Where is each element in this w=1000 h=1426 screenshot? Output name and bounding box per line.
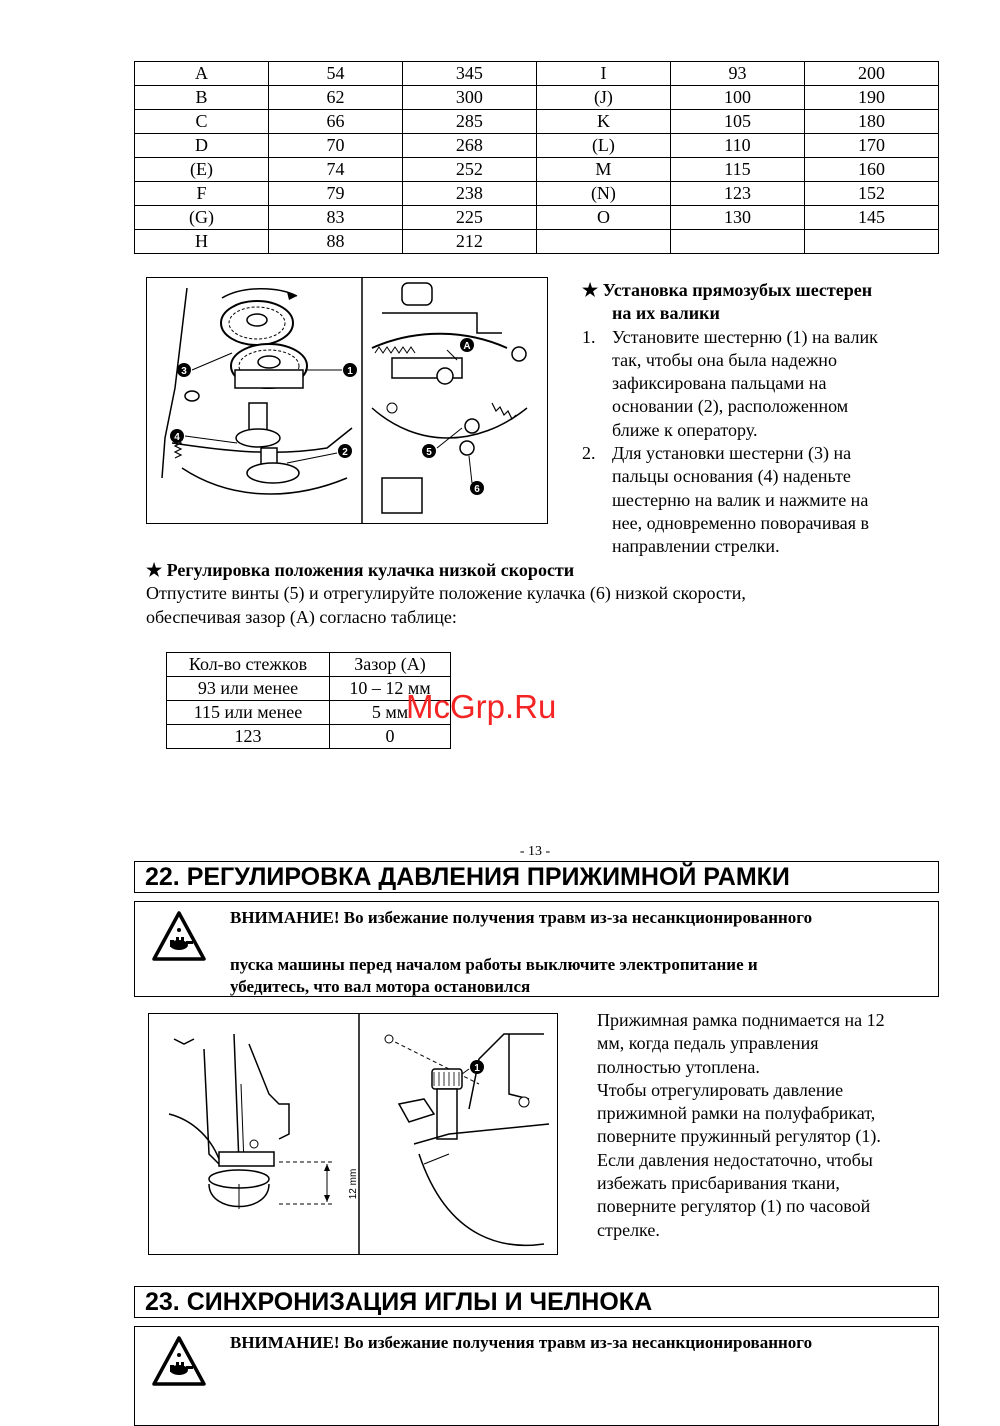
figure2-label-5: 5 [426, 447, 432, 458]
speed-table-cell: 200 [804, 62, 938, 86]
gap-table-cell: 115 или менее [167, 701, 330, 725]
section22-text-line: Чтобы отрегулировать давление [597, 1079, 844, 1100]
figure3-label-1: 1 [474, 1063, 480, 1074]
speed-table-row [135, 206, 939, 230]
gear-steps-list [582, 326, 942, 559]
speed-table-cell: 83 [269, 206, 403, 230]
gap-table-cell: 123 [167, 725, 330, 749]
speed-table-cell: (N) [536, 182, 670, 206]
speed-table-cell: 160 [804, 158, 938, 182]
speed-table [134, 61, 939, 254]
section22-warning-line1: ВНИМАНИЕ! Во избежание получения травм из-за несанкционированного [230, 908, 813, 927]
section22-text [597, 1009, 937, 1242]
speed-table-cell: 88 [269, 230, 403, 254]
section22-text-line: прижимной рамки на полуфабрикат, [597, 1103, 876, 1124]
speed-table-row [135, 86, 939, 110]
gear-step-line: направлении стрелки. [612, 536, 780, 557]
speed-table-cell: 100 [670, 86, 804, 110]
speed-table-cell: 268 [402, 134, 536, 158]
gear-step-line: основании (2), расположенном [612, 396, 849, 417]
section22-text-line: поверните регулятор (1) по часовой [597, 1196, 871, 1217]
section23-warning [134, 1326, 939, 1426]
speed-table-cell: (G) [135, 206, 269, 230]
speed-table-cell: F [135, 182, 269, 206]
gear-step-line: пальцы основания (4) наденьте [612, 466, 851, 487]
gear-step-line: ближе к оператору. [612, 419, 758, 440]
section22-text-line: поверните пружинный регулятор (1). [597, 1126, 881, 1147]
cam-section-title: ★ Регулировка положения кулачка низкой скорости [146, 560, 575, 580]
gear-step-line: Для установки шестерни (3) на [612, 443, 852, 464]
warning-hand-icon [151, 1335, 207, 1392]
gear-step-number: 2. [582, 443, 596, 464]
page-number: - 13 - [519, 844, 551, 859]
figure2-label-6: 6 [474, 484, 480, 495]
cam-section [146, 559, 946, 629]
gear-step-line: так, чтобы она была надежно [612, 349, 837, 370]
speed-table-cell: A [135, 62, 269, 86]
gear-step [582, 442, 942, 558]
gear-step-line: зафиксирована пальцами на [612, 373, 827, 394]
gap-table-row [167, 725, 451, 749]
speed-table-cell: C [135, 110, 269, 134]
speed-table-cell: 285 [402, 110, 536, 134]
speed-table-cell: 238 [402, 182, 536, 206]
gap-table-cell: 93 или менее [167, 677, 330, 701]
cam-section-line2: обеспечивая зазор (А) согласно таблице: [146, 606, 457, 627]
speed-table-row [135, 134, 939, 158]
speed-table-row [135, 110, 939, 134]
speed-table-cell: 300 [402, 86, 536, 110]
figure1-label-2: 2 [342, 447, 348, 458]
section22-warning [134, 901, 939, 997]
speed-table-cell: 105 [670, 110, 804, 134]
figure1-label-3: 3 [181, 366, 187, 377]
warning-hand-icon [151, 910, 207, 967]
speed-table-cell: D [135, 134, 269, 158]
speed-table-cell: I [536, 62, 670, 86]
gap-table-cell: 0 [330, 725, 451, 749]
speed-table-cell [804, 230, 938, 254]
gear-step-number: 1. [582, 326, 596, 347]
gear-step-line: шестерню на валик и нажмите на [612, 489, 869, 510]
speed-table-cell [670, 230, 804, 254]
speed-table-cell: 66 [269, 110, 403, 134]
speed-table-row [135, 182, 939, 206]
presser-frame-figure [148, 1013, 558, 1255]
gap-table-header: Зазор (А) [330, 653, 451, 677]
speed-table-cell: 345 [402, 62, 536, 86]
gap-table-cell: 10 – 12 мм [330, 677, 451, 701]
speed-table-cell: 225 [402, 206, 536, 230]
figure1-label-4: 4 [174, 432, 180, 443]
speed-table-cell: B [135, 86, 269, 110]
gear-installation-section [582, 279, 942, 559]
figure3-label-12mm: 12 mm [348, 1168, 359, 1200]
speed-table-cell: (E) [135, 158, 269, 182]
gear-step-line: нее, одновременно поворачивая в [612, 512, 870, 533]
speed-table-row [135, 158, 939, 182]
speed-table-cell [536, 230, 670, 254]
gap-table-header-row [167, 653, 451, 677]
speed-table-cell: 123 [670, 182, 804, 206]
speed-table-cell: K [536, 110, 670, 134]
section22-text-line: полностью утоплена. [597, 1056, 760, 1077]
speed-table-cell: 115 [670, 158, 804, 182]
speed-table-cell: 110 [670, 134, 804, 158]
section23-heading: 23. СИНХРОНИЗАЦИЯ ИГЛЫ И ЧЕЛНОКА [134, 1286, 939, 1318]
gap-table-cell: 5 мм [330, 701, 451, 725]
section22-warning-line2: пуска машины перед началом работы выключите электропитание и [230, 955, 758, 974]
section22-text-line: мм, когда педаль управления [597, 1033, 819, 1054]
speed-table-cell: 130 [670, 206, 804, 230]
speed-table-cell: 212 [402, 230, 536, 254]
section22-text-line: Прижимная рамка поднимается на 12 [597, 1010, 885, 1030]
section22-text-line: стрелке. [597, 1219, 660, 1240]
figure2-label-a: A [463, 341, 471, 352]
watermark: McGrp.Ru [406, 688, 557, 725]
section22-text-line: Если давления недостаточно, чтобы [597, 1149, 873, 1170]
speed-table-row [135, 230, 939, 254]
speed-table-cell: 252 [402, 158, 536, 182]
speed-table-cell: (J) [536, 86, 670, 110]
speed-table-cell: (L) [536, 134, 670, 158]
section22-text-line: избежать присбаривания ткани, [597, 1173, 840, 1194]
speed-table-row [135, 62, 939, 86]
speed-table-cell: 62 [269, 86, 403, 110]
gear-section-title-line2: на их валики [612, 303, 720, 324]
gear-section-title-line1: ★ Установка прямозубых шестерен [582, 280, 873, 300]
section23-warning-line1: ВНИМАНИЕ! Во избежание получения травм из-за несанкционированного [230, 1333, 813, 1352]
speed-table-cell: H [135, 230, 269, 254]
speed-table-cell: 152 [804, 182, 938, 206]
gap-table-header: Кол-во стежков [167, 653, 330, 677]
speed-table-cell: 70 [269, 134, 403, 158]
figure1-label-1: 1 [347, 366, 353, 377]
speed-table-cell: 190 [804, 86, 938, 110]
speed-table-cell: 145 [804, 206, 938, 230]
gear-figure [146, 277, 548, 524]
speed-table-cell: 54 [269, 62, 403, 86]
cam-section-line1: Отпустите винты (5) и отрегулируйте положение кулачка (6) низкой скорости, [146, 583, 746, 604]
speed-table-cell: M [536, 158, 670, 182]
speed-table-cell: 79 [269, 182, 403, 206]
speed-table-cell: 93 [670, 62, 804, 86]
gear-step [582, 326, 942, 442]
section22-heading: 22. РЕГУЛИРОВКА ДАВЛЕНИЯ ПРИЖИМНОЙ РАМКИ [134, 861, 939, 893]
speed-table-cell: O [536, 206, 670, 230]
speed-table-cell: 170 [804, 134, 938, 158]
section22-warning-line3: убедитесь, что вал мотора остановился [230, 977, 531, 996]
gear-step-line: Установите шестерню (1) на валик [612, 326, 878, 347]
speed-table-cell: 180 [804, 110, 938, 134]
speed-table-cell: 74 [269, 158, 403, 182]
